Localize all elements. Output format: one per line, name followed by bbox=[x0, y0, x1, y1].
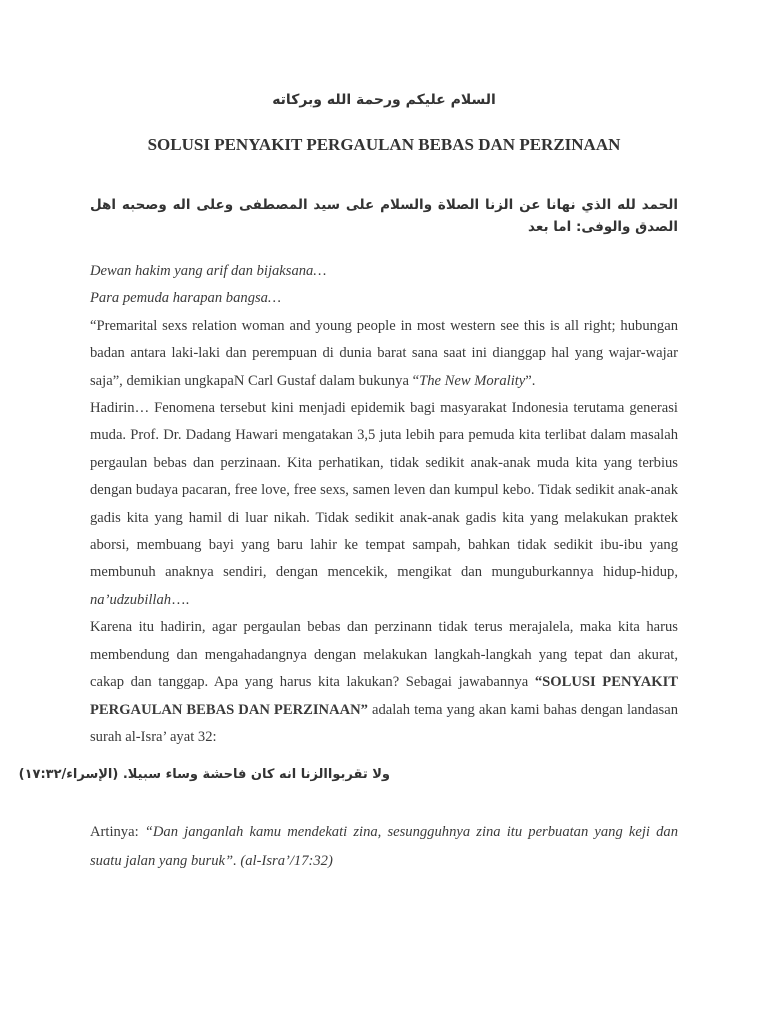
phenomenon-text: Hadirin… Fenomena tersebut kini menjadi epidemik bagi masyarakat Indonesia terutama generasi muda. Prof. Dr. Dadang Hawari mengatakan 3,5 juta lebih para pemuda kita terlibat dalam masalah pergaulan bebas dan perzinaan. Kita perhatikan, tidak sedikit anak-anak muda kita yang terbius dengan budaya pacaran, free love, free sexs, samen leven dan kumpul kebo. Tidak sedikit anak-anak gadis kita yang hamil di luar nikah. Tidak sedikit anak-anak gadis kita yang melakukan praktek aborsi, membuang bayi yang baru lahir ke tempat sampah, bahkan tidak sedikit ibu-ibu yang membunuh anaknya sendiri, dengan mencekik, mengikat dan munguburkannya hidup-hidup, bbox=[90, 400, 678, 581]
greeting-youth: Para pemuda harapan bangsa… bbox=[90, 290, 281, 307]
speech-body bbox=[90, 258, 678, 751]
theme-paragraph bbox=[90, 614, 678, 751]
verse-translation bbox=[90, 818, 678, 876]
document-title: SOLUSI PENYAKIT PERGAULAN BEBAS DAN PERZINAAN bbox=[147, 135, 621, 154]
quote-end: ”. bbox=[525, 372, 536, 389]
theme-end: adalah tema yang akan kami bahas dengan landasan surah al-Isra’ ayat 32: bbox=[90, 701, 679, 745]
arabic-opening: الحمد لله الذي نهانا عن الزنا الصلاة والسلام على سيد المصطفى وعلى اله وصحبه اهل الصدق والوفى: اما بعد bbox=[90, 197, 678, 235]
translation-label: Artinya: bbox=[90, 824, 145, 840]
phenomenon-end: …. bbox=[171, 591, 190, 608]
arabic-greeting: السلام عليكم ورحمة الله وبركاته bbox=[272, 92, 496, 108]
translation-text: “Dan janganlah kamu mendekati zina, sesungguhnya zina itu perbuatan yang keji dan suatu jalan yang buruk”. (al-Isra’/17:32) bbox=[90, 824, 678, 869]
quote-paragraph bbox=[90, 313, 678, 395]
naudzubillah: na’udzubillah bbox=[90, 591, 172, 608]
quran-verse: ولا تقربواالزنا انه كان فاحشة وساء سبيلا. (الإسراء/١٧:٣٢) bbox=[18, 767, 390, 782]
greeting-judges: Dewan hakim yang arif dan bijaksana… bbox=[90, 263, 327, 279]
theme-text: Karena itu hadirin, agar pergaulan bebas dan perzinann tidak terus merajalela, maka kita harus membendung dan mengahadangnya dengan melakukan langkah-langkah yang tepat dan akurat, cakap dan tanggap. Apa yang harus kita lakukan? Sebagai jawabannya bbox=[90, 619, 678, 691]
theme-title: “SOLUSI PENYAKIT PERGAULAN BEBAS DAN PERZINAAN” bbox=[90, 674, 678, 718]
book-title: The New Morality bbox=[419, 372, 526, 389]
phenomenon-paragraph bbox=[90, 395, 678, 614]
quote-text: “Premarital sexs relation woman and young people in most western see this is all right; hubungan badan antara laki-laki dan perempuan di dunia barat sana saat ini dianggap hal yang wajar-wajar saja”, demikian ungkapaN Carl Gustaf dalam bukunya “ bbox=[90, 317, 678, 389]
